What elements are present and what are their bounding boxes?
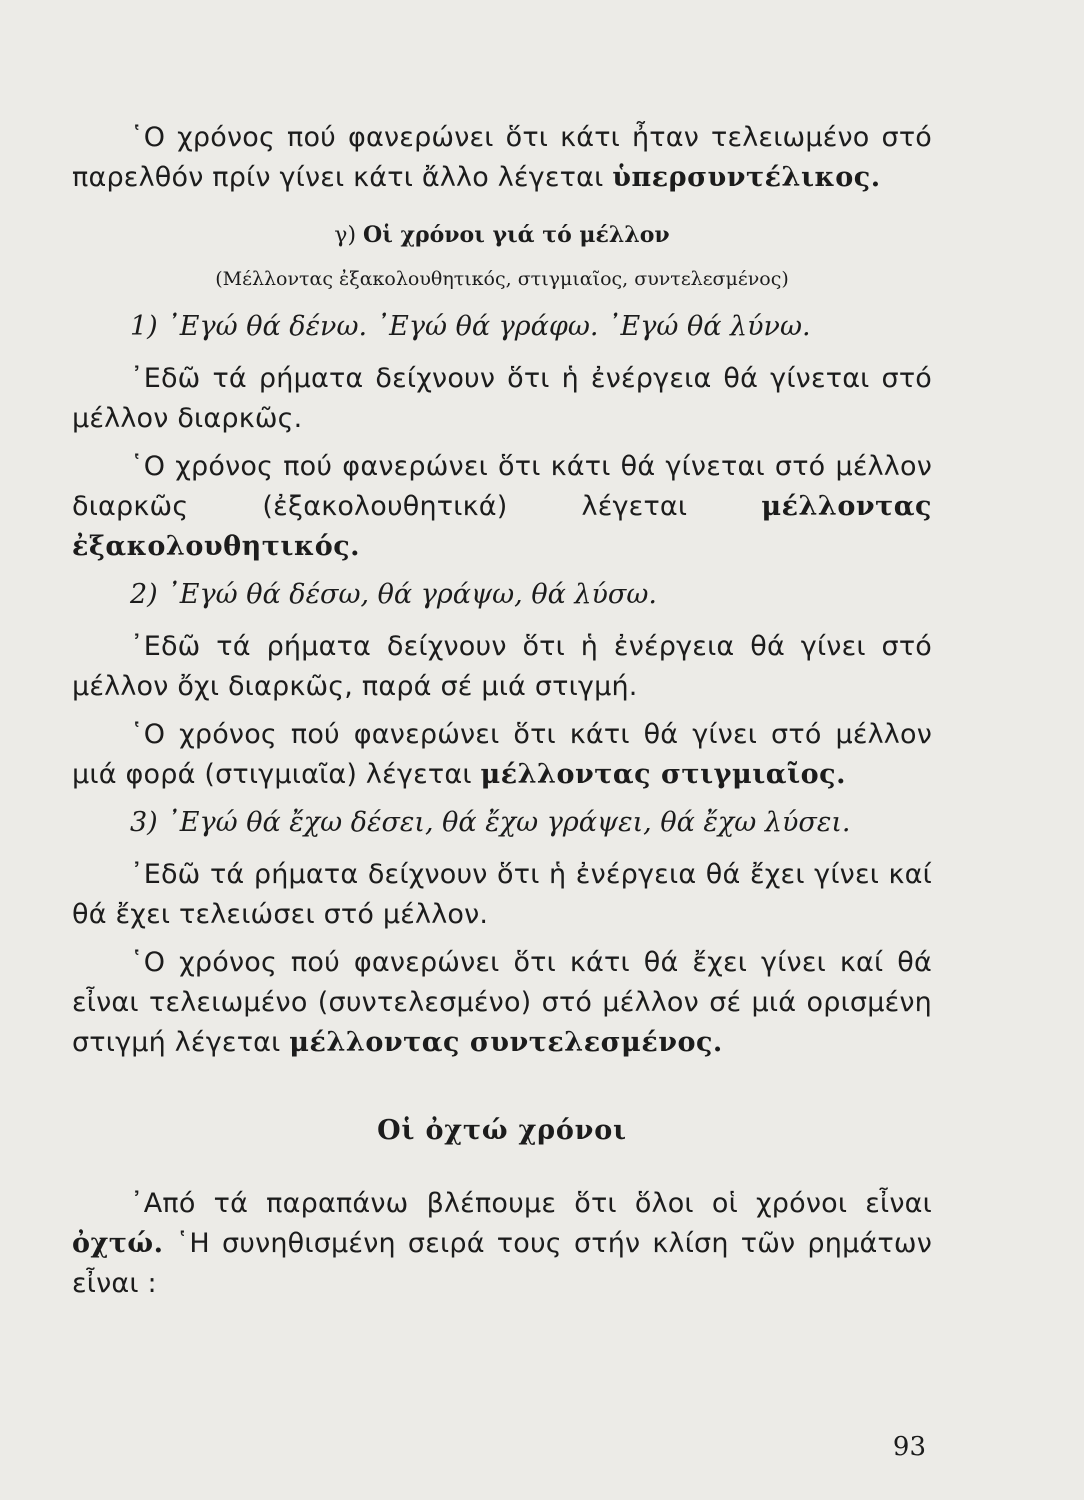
paragraph-3: ᾿Εδῶ τά ρήματα δείχνουν ὅτι ἡ ἐνέργεια θά ἔχει γίνει καί θά ἔχει τελειώσει στό μέλλον.: [72, 859, 932, 930]
eight-tenses-paragraph: [72, 1184, 932, 1304]
definition-2-text: ῾Ο χρόνος πού φανερώνει ὅτι κάτι θά γίνει στό μέλλον μιά φορά (στιγμιαῖα) λέγεται: [72, 719, 932, 790]
paragraph-1: ᾿Εδῶ τά ρήματα δείχνουν ὅτι ἡ ἐνέργεια θά γίνεται στό μέλλον διαρκῶς.: [72, 363, 932, 434]
definition-3: [72, 943, 932, 1063]
intro-paragraph: [72, 118, 932, 198]
eight-tenses-text-before: ᾿Από τά παραπάνω βλέπουμε ὅτι ὅλοι οἱ χρόνοι εἶναι: [130, 1188, 932, 1219]
eight-tenses-heading: Οἱ ὀχτώ χρόνοι: [377, 1115, 627, 1146]
example-1: 1) ᾿Εγώ θά δένω. ᾿Εγώ θά γράφω. ᾿Εγώ θά λύνω.: [130, 311, 811, 342]
term-ochto: ὀχτώ.: [72, 1228, 164, 1259]
page-number: 93: [892, 1432, 926, 1462]
definition-1-text: ῾Ο χρόνος πού φανερώνει ὅτι κάτι θά γίνεται στό μέλλον διαρκῶς (ἐξακολουθητικά) λέγεται: [72, 451, 932, 522]
intro-text: ῾Ο χρόνος πού φανερώνει ὅτι κάτι ἦταν τελειωμένο στό παρελθόν πρίν γίνει κάτι ἄλλο λέγεται: [72, 122, 932, 193]
section-label: γ): [334, 223, 357, 248]
definition-1: [72, 447, 932, 567]
section-subtitle: (Μέλλοντας ἐξακολουθητικός, στιγμιαῖος, συντελεσμένος): [215, 268, 789, 290]
term-mellontas-stigmiaios: μέλλοντας στιγμιαῖος.: [480, 759, 847, 790]
definition-2: [72, 715, 932, 795]
example-3: 3) ᾿Εγώ θά ἔχω δέσει, θά ἔχω γράψει, θά ἔχω λύσει.: [130, 807, 851, 838]
term-hypersyntelikos: ὑπερσυντέλικος.: [612, 162, 881, 193]
example-2: 2) ᾿Εγώ θά δέσω, θά γράψω, θά λύσω.: [130, 579, 657, 610]
page-content: [72, 118, 932, 1312]
paragraph-2: ᾿Εδῶ τά ρήματα δείχνουν ὅτι ἡ ἐνέργεια θά γίνει στό μέλλον ὄχι διαρκῶς, παρά σέ μιά στιγμή.: [72, 631, 932, 702]
section-title: Οἱ χρόνοι γιά τό μέλλον: [363, 222, 670, 248]
term-mellontas-exakolouthitikos: μέλλοντας ἐξακολουθητικός.: [72, 491, 932, 562]
eight-tenses-text-after: ῾Η συνηθισμένη σειρά τους στήν κλίση τῶν ρημάτων εἶναι :: [72, 1228, 932, 1299]
section-heading-future: [72, 220, 932, 251]
definition-3-text: ῾Ο χρόνος πού φανερώνει ὅτι κάτι θά ἔχει γίνει καί θά εἶναι τελειωμένο (συντελεσμένο) στό μέλλον σέ μιά ορισμένη στιγμή λέγεται: [72, 947, 932, 1058]
term-mellontas-syntelesmenos: μέλλοντας συντελεσμένος.: [289, 1027, 723, 1058]
